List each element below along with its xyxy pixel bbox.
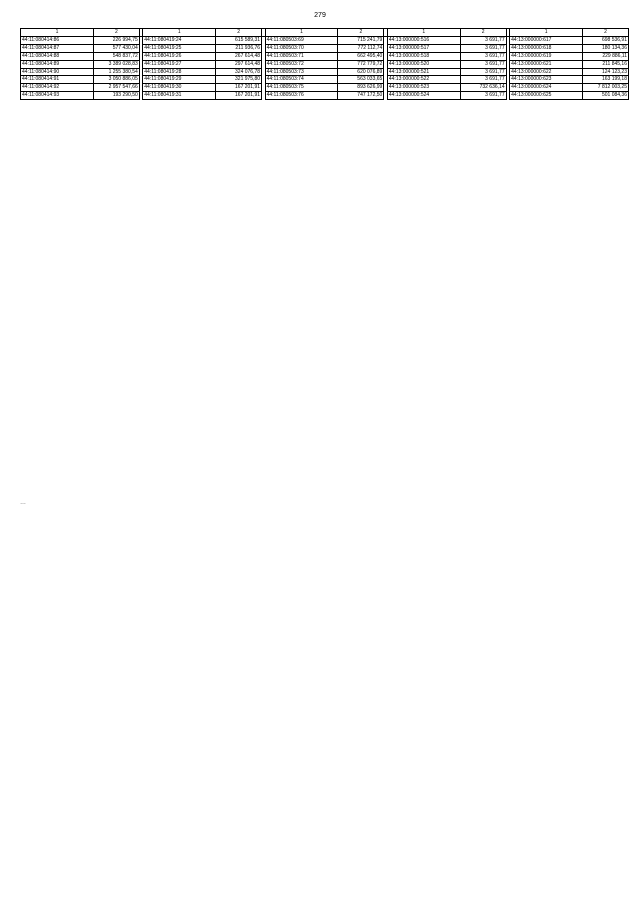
cadastral-number-cell: 44:13:000000:517 [387, 44, 460, 52]
cadastral-number-cell: 44:13:000000:625 [510, 92, 583, 100]
cadastral-value-cell: 772 779,72 [338, 60, 384, 68]
cadastral-number-cell: 44:13:000000:520 [387, 60, 460, 68]
table-row [21, 36, 629, 44]
cadastral-number-cell: 44:11:080503:72 [265, 60, 338, 68]
cadastral-number-cell: 44:13:000000:621 [510, 60, 583, 68]
cadastral-value-cell: 193 290,50 [93, 92, 139, 100]
cadastral-number-cell: 44:11:080503:76 [265, 92, 338, 100]
cadastral-value-cell: 324 076,78 [216, 68, 262, 76]
table-row [21, 60, 629, 68]
cadastral-number-cell: 44:11:080414:89 [21, 60, 94, 68]
cadastral-number-cell: 44:13:000000:624 [510, 84, 583, 92]
cadastral-value-cell: 3 691,77 [460, 76, 506, 84]
column-header: 1 [265, 29, 338, 37]
cadastral-number-cell: 44:11:080503:71 [265, 52, 338, 60]
cadastral-value-cell: 3 050 886,05 [93, 76, 139, 84]
table-row [21, 52, 629, 60]
cadastral-value-cell: 747 172,50 [338, 92, 384, 100]
cadastral-number-cell: 44:11:080414:91 [21, 76, 94, 84]
table-row [21, 84, 629, 92]
cadastral-value-cell: 698 536,91 [583, 36, 629, 44]
cadastral-number-cell: 44:11:080414:86 [21, 36, 94, 44]
cadastral-number-cell: 44:11:080503:75 [265, 84, 338, 92]
cadastral-value-cell: 211 936,76 [216, 44, 262, 52]
column-header: 2 [460, 29, 506, 37]
cadastral-value-cell: 211 845,16 [583, 60, 629, 68]
cadastral-number-cell: 44:11:080503:69 [265, 36, 338, 44]
truncation-note: … [20, 500, 26, 506]
cadastral-number-cell: 44:11:080414:90 [21, 68, 94, 76]
cadastral-value-cell: 615 589,31 [216, 36, 262, 44]
cadastral-value-cell: 1 255 380,54 [93, 68, 139, 76]
cadastral-number-cell: 44:13:000000:618 [510, 44, 583, 52]
cadastral-value-cell: 501 084,36 [583, 92, 629, 100]
cadastral-value-cell: 3 691,77 [460, 68, 506, 76]
cadastral-value-cell: 732 636,14 [460, 84, 506, 92]
cadastral-value-cell: 3 691,77 [460, 36, 506, 44]
cadastral-number-cell: 44:11:080414:87 [21, 44, 94, 52]
cadastral-number-cell: 44:11:080419:27 [143, 60, 216, 68]
cadastral-number-cell: 44:13:000000:524 [387, 92, 460, 100]
cadastral-number-cell: 44:11:080503:74 [265, 76, 338, 84]
cadastral-number-cell: 44:13:000000:623 [510, 76, 583, 84]
cadastral-value-cell: 267 614,48 [216, 52, 262, 60]
cadastral-value-cell: 3 691,77 [460, 60, 506, 68]
cadastral-value-cell: 163 199,18 [583, 76, 629, 84]
column-header: 2 [583, 29, 629, 37]
cadastral-value-cell: 662 495,40 [338, 52, 384, 60]
table-body [21, 36, 629, 99]
table-row [21, 68, 629, 76]
page-number: 279 [314, 12, 326, 19]
cadastral-value-cell: 893 626,99 [338, 84, 384, 92]
cadastral-value-cell: 321 975,80 [216, 76, 262, 84]
cadastral-number-cell: 44:11:080414:93 [21, 92, 94, 100]
column-header: 2 [216, 29, 262, 37]
cadastral-value-cell: 226 994,75 [93, 36, 139, 44]
cadastral-value-cell: 3 691,77 [460, 44, 506, 52]
column-header: 2 [338, 29, 384, 37]
table-row [21, 92, 629, 100]
column-header: 2 [93, 29, 139, 37]
column-header: 1 [510, 29, 583, 37]
column-header: 1 [387, 29, 460, 37]
cadastral-value-cell: 563 033,65 [338, 76, 384, 84]
cadastral-number-cell: 44:11:080419:24 [143, 36, 216, 44]
cadastral-value-cell: 548 837,72 [93, 52, 139, 60]
cadastral-value-cell: 167 201,91 [216, 92, 262, 100]
cadastral-value-cell: 180 134,36 [583, 44, 629, 52]
cadastral-value-table [20, 28, 629, 498]
cadastral-table [20, 28, 629, 100]
cadastral-value-cell: 229 886,11 [583, 52, 629, 60]
cadastral-value-cell: 620 076,89 [338, 68, 384, 76]
cadastral-value-cell: 3 691,77 [460, 92, 506, 100]
cadastral-number-cell: 44:11:080419:25 [143, 44, 216, 52]
cadastral-value-cell: 3 389 028,83 [93, 60, 139, 68]
cadastral-number-cell: 44:13:000000:516 [387, 36, 460, 44]
cadastral-number-cell: 44:13:000000:619 [510, 52, 583, 60]
cadastral-value-cell: 124 123,23 [583, 68, 629, 76]
cadastral-number-cell: 44:11:080503:70 [265, 44, 338, 52]
cadastral-number-cell: 44:13:000000:622 [510, 68, 583, 76]
cadastral-number-cell: 44:11:080503:73 [265, 68, 338, 76]
cadastral-number-cell: 44:11:080419:29 [143, 76, 216, 84]
column-header: 1 [143, 29, 216, 37]
cadastral-number-cell: 44:11:080414:88 [21, 52, 94, 60]
cadastral-value-cell: 2 957 547,66 [93, 84, 139, 92]
cadastral-number-cell: 44:13:000000:521 [387, 68, 460, 76]
cadastral-number-cell: 44:13:000000:518 [387, 52, 460, 60]
table-row [21, 44, 629, 52]
cadastral-number-cell: 44:13:000000:523 [387, 84, 460, 92]
cadastral-number-cell: 44:11:080414:92 [21, 84, 94, 92]
table-row [21, 76, 629, 84]
cadastral-value-cell: 3 691,77 [460, 52, 506, 60]
cadastral-value-cell: 7 812 003,25 [583, 84, 629, 92]
cadastral-number-cell: 44:13:000000:522 [387, 76, 460, 84]
table-header-row [21, 29, 629, 37]
cadastral-number-cell: 44:11:080419:28 [143, 68, 216, 76]
cadastral-number-cell: 44:11:080419:26 [143, 52, 216, 60]
cadastral-value-cell: 167 201,91 [216, 84, 262, 92]
cadastral-number-cell: 44:11:080419:30 [143, 84, 216, 92]
cadastral-number-cell: 44:13:000000:617 [510, 36, 583, 44]
cadastral-value-cell: 297 614,48 [216, 60, 262, 68]
cadastral-value-cell: 715 241,79 [338, 36, 384, 44]
cadastral-number-cell: 44:11:080419:31 [143, 92, 216, 100]
cadastral-value-cell: 577 430,04 [93, 44, 139, 52]
cadastral-value-cell: 772 112,74 [338, 44, 384, 52]
column-header: 1 [21, 29, 94, 37]
